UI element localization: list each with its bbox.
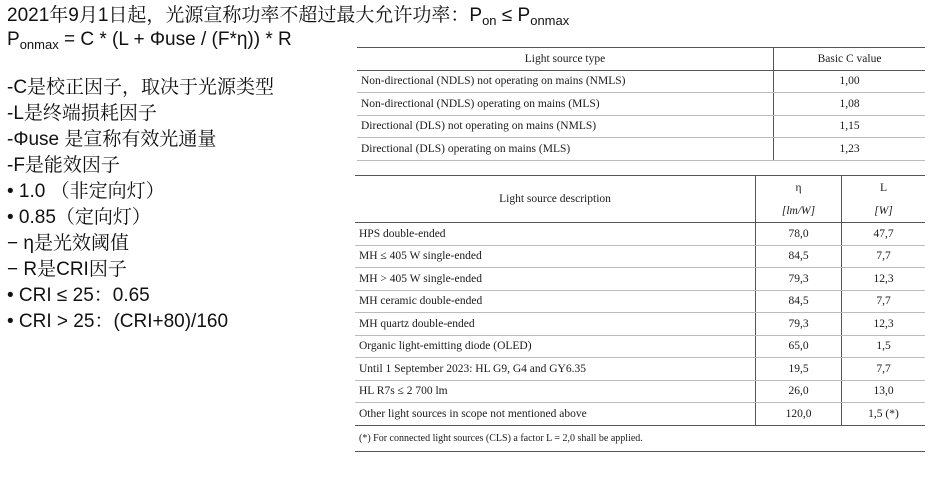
table-cell: HL R7s ≤ 2 700 lm — [355, 380, 756, 403]
table-row — [357, 70, 925, 93]
table-cell: 26,0 — [756, 380, 842, 403]
table-cell: 47,7 — [842, 223, 926, 246]
bullet-cri-high: • CRI > 25：(CRI+80)/160 — [7, 311, 229, 332]
table-cell: 19,5 — [756, 358, 842, 381]
bullet-l-factor: -L是终端损耗因子 — [7, 103, 157, 124]
table-cell: 1,5 (*) — [842, 403, 926, 426]
table-cell: 13,0 — [842, 380, 926, 403]
table-cell: HPS double-ended — [355, 223, 756, 246]
column-header: Light source type — [357, 48, 774, 71]
table-cell: 1,15 — [774, 115, 926, 138]
formula-line: $P_{onmax} = C * (L + \Phi use / (F*\eta)) * R$ — [7, 29, 292, 52]
table-row — [355, 335, 925, 358]
table-footnote: (*) For connected light sources (CLS) a factor L = 2,0 shall be applied. — [355, 425, 925, 451]
bullet-c-factor: -C是校正因子，取决于光源类型 — [7, 77, 275, 98]
table-cell: 1,00 — [774, 70, 926, 93]
column-header: L — [842, 176, 926, 200]
table-cell: 7,7 — [842, 245, 926, 268]
bullet-eta: − η是光效阈值 — [7, 233, 129, 254]
table-cell: MH quartz double-ended — [355, 313, 756, 336]
table-footnote-row — [355, 425, 925, 451]
bullet-cri-low: • CRI ≤ 25：0.65 — [7, 285, 150, 306]
table-cell: 84,5 — [756, 245, 842, 268]
table-cell: 79,3 — [756, 268, 842, 291]
table-row — [355, 268, 925, 291]
table-header-row — [357, 48, 925, 71]
table-cell: Non-directional (NDLS) operating on mains (MLS) — [357, 93, 774, 116]
eta-l-table — [355, 175, 925, 452]
bullet-f-factor: -F是能效因子 — [7, 155, 120, 176]
table-row — [355, 380, 925, 403]
table-cell: 120,0 — [756, 403, 842, 426]
table-cell: Organic light-emitting diode (OLED) — [355, 335, 756, 358]
bullet-f-ndls: • 1.0 （非定向灯） — [7, 181, 165, 202]
table-header-row — [355, 176, 925, 200]
requirement-line: 2021年9月1日起，光源宣称功率不超过最大允许功率：$P_{on} \le P_{onmax}$ — [7, 5, 570, 28]
table-row — [355, 245, 925, 268]
table-row — [355, 358, 925, 381]
table-cell: 79,3 — [756, 313, 842, 336]
bullet-phi-use: -Φuse 是宣称有效光通量 — [7, 129, 217, 150]
table-cell: 65,0 — [756, 335, 842, 358]
table-cell: 1,23 — [774, 138, 926, 161]
c-value-table — [357, 47, 925, 161]
table-cell: 1,5 — [842, 335, 926, 358]
table-row — [357, 93, 925, 116]
table-cell: Non-directional (NDLS) not operating on mains (NMLS) — [357, 70, 774, 93]
table-cell: 12,3 — [842, 313, 926, 336]
table-cell: 78,0 — [756, 223, 842, 246]
table-cell: 7,7 — [842, 290, 926, 313]
column-header: Basic C value — [774, 48, 926, 71]
table-cell: 84,5 — [756, 290, 842, 313]
table-cell: 12,3 — [842, 268, 926, 291]
table-row — [355, 403, 925, 426]
table-cell: Other light sources in scope not mentioned above — [355, 403, 756, 426]
table-cell: MH ceramic double-ended — [355, 290, 756, 313]
column-header: Light source description — [355, 176, 756, 223]
table-row — [357, 115, 925, 138]
table-cell: Directional (DLS) not operating on mains (NMLS) — [357, 115, 774, 138]
table-cell: MH > 405 W single-ended — [355, 268, 756, 291]
table-cell: 1,08 — [774, 93, 926, 116]
bullet-r-factor: − R是CRI因子 — [7, 259, 127, 280]
table-cell: 7,7 — [842, 358, 926, 381]
table-cell: Directional (DLS) operating on mains (MLS) — [357, 138, 774, 161]
table-row — [355, 313, 925, 336]
table-row — [357, 138, 925, 161]
table-row — [355, 290, 925, 313]
unit-cell: [lm/W] — [756, 199, 842, 223]
unit-cell: [W] — [842, 199, 926, 223]
table-cell: MH ≤ 405 W single-ended — [355, 245, 756, 268]
table-cell: Until 1 September 2023: HL G9, G4 and GY6.35 — [355, 358, 756, 381]
table-row — [355, 223, 925, 246]
bullet-f-dls: • 0.85（定向灯） — [7, 207, 151, 228]
column-header: η — [756, 176, 842, 200]
